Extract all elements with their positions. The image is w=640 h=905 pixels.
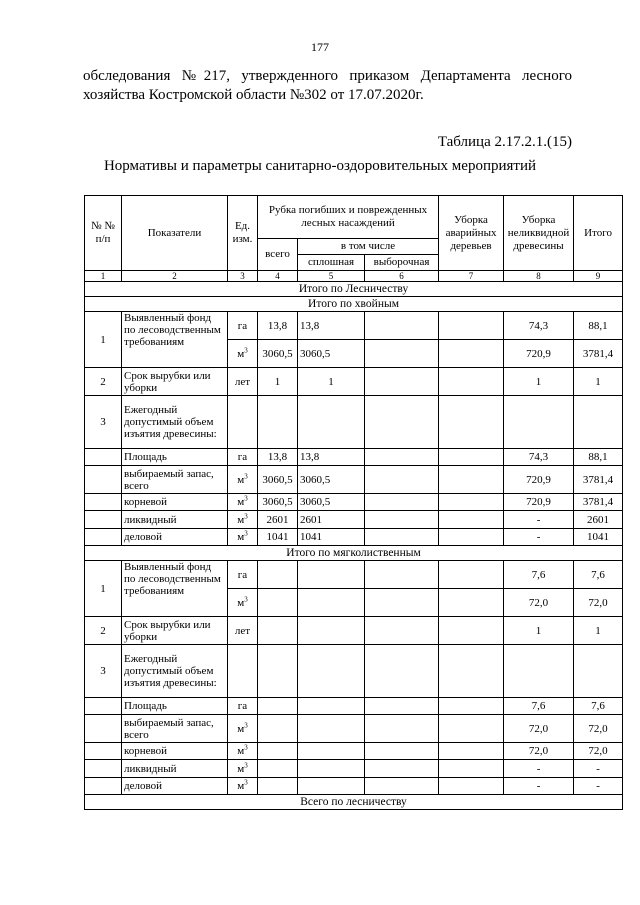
sanitary-measures-table: [84, 195, 623, 810]
value-cell: 3060,5: [258, 494, 298, 511]
value-cell: [365, 466, 439, 494]
value-cell: -: [504, 529, 574, 546]
value-cell: [439, 617, 504, 645]
col-number: 6: [365, 271, 439, 282]
value-cell: 2601: [574, 511, 623, 529]
value-cell: [439, 561, 504, 589]
value-cell: 2601: [258, 511, 298, 529]
unit-cell: га: [228, 312, 258, 340]
value-cell: -: [574, 760, 623, 778]
value-cell: 1: [574, 368, 623, 396]
unit-cell: $м^3$: [228, 466, 258, 494]
value-cell: [365, 715, 439, 743]
unit-cell: $м^3$: [228, 760, 258, 778]
label-harvested-stock: выбираемый запас, всего: [122, 466, 228, 494]
table-number: Таблица 2.17.2.1.(15): [437, 134, 572, 150]
col-number: 1: [85, 271, 122, 282]
value-cell: 13,8: [258, 312, 298, 340]
value-cell: -: [574, 778, 623, 795]
value-cell: [365, 760, 439, 778]
table-row: [85, 466, 623, 494]
header-clear: сплошная: [298, 255, 365, 271]
table-row: [85, 449, 623, 466]
header-selective: выборочная: [365, 255, 439, 271]
value-cell: 720,9: [504, 340, 574, 368]
value-cell: [365, 561, 439, 589]
unit-cell: га: [228, 561, 258, 589]
table-row: [85, 778, 623, 795]
label-harvested-stock: выбираемый запас, всего: [122, 715, 228, 743]
col-number: 2: [122, 271, 228, 282]
value-cell: 3060,5: [258, 466, 298, 494]
value-cell: [258, 760, 298, 778]
header-including: в том числе: [298, 239, 439, 255]
page-number: 177: [311, 40, 329, 54]
value-cell: 1041: [298, 529, 365, 546]
value-cell: 13,8: [258, 449, 298, 466]
value-cell: 1: [298, 368, 365, 396]
header-indicators: Показатели: [122, 196, 228, 271]
value-cell: [365, 529, 439, 546]
value-cell: 7,6: [574, 561, 623, 589]
value-cell: [298, 778, 365, 795]
value-cell: [258, 617, 298, 645]
value-cell: [439, 494, 504, 511]
table-row: [85, 312, 623, 340]
table-row: [85, 698, 623, 715]
label-identified-fund: Выявленный фонд по лесоводственным требованиям: [122, 312, 228, 368]
value-cell: 72,0: [574, 743, 623, 760]
value-cell: [258, 698, 298, 715]
value-cell: [439, 511, 504, 529]
value-cell: 7,6: [504, 561, 574, 589]
value-cell: [439, 340, 504, 368]
section-softwood: Итого по мягколиственным: [85, 546, 623, 561]
table-title: Нормативы и параметры санитарно-оздоровительных мероприятий: [103, 158, 537, 174]
value-cell: [365, 312, 439, 340]
section-forestry-total: Итого по Лесничеству: [85, 282, 623, 297]
table-row: [85, 511, 623, 529]
unit-cell: $м^3$: [228, 340, 258, 368]
unit-cell: $м^3$: [228, 494, 258, 511]
value-cell: 7,6: [504, 698, 574, 715]
value-cell: -: [504, 760, 574, 778]
label-annual-volume: Ежегодный допустимый объем изъятия древесины:: [122, 396, 228, 449]
value-cell: 74,3: [504, 312, 574, 340]
value-cell: 13,8: [298, 449, 365, 466]
value-cell: 1041: [258, 529, 298, 546]
unit-cell: $м^3$: [228, 529, 258, 546]
table-row: [85, 617, 623, 645]
label-commercial: деловой: [122, 529, 228, 546]
value-cell: [365, 589, 439, 617]
value-cell: [298, 617, 365, 645]
value-cell: [365, 617, 439, 645]
table-row: [85, 529, 623, 546]
value-cell: 72,0: [574, 715, 623, 743]
value-cell: 7,6: [574, 698, 623, 715]
unit-cell: $м^3$: [228, 778, 258, 795]
value-cell: 720,9: [504, 494, 574, 511]
label-root: корневой: [122, 743, 228, 760]
value-cell: [298, 760, 365, 778]
header-unit: Ед. изм.: [228, 196, 258, 271]
value-cell: [298, 589, 365, 617]
value-cell: [365, 511, 439, 529]
value-cell: [439, 466, 504, 494]
value-cell: [439, 529, 504, 546]
label-annual-volume: Ежегодный допустимый объем изъятия древесины:: [122, 645, 228, 698]
unit-cell: $м^3$: [228, 511, 258, 529]
unit-cell: $м^3$: [228, 715, 258, 743]
value-cell: 1: [504, 617, 574, 645]
value-cell: [439, 743, 504, 760]
label-area: Площадь: [122, 698, 228, 715]
table-row: [85, 368, 623, 396]
value-cell: [439, 715, 504, 743]
column-numbers-row: [85, 271, 623, 282]
label-felling-period: Срок вырубки или уборки: [122, 368, 228, 396]
value-cell: [298, 698, 365, 715]
value-cell: -: [504, 511, 574, 529]
row-number: 3: [85, 396, 122, 449]
header-row: [85, 196, 623, 239]
value-cell: [258, 561, 298, 589]
value-cell: 72,0: [504, 589, 574, 617]
header-num: № № п/п: [85, 196, 122, 271]
section-coniferous: Итого по хвойным: [85, 297, 623, 312]
row-number: 2: [85, 368, 122, 396]
value-cell: [365, 698, 439, 715]
value-cell: 720,9: [504, 466, 574, 494]
header-illiquid: Уборка неликвидной древесины: [504, 196, 574, 271]
value-cell: [439, 778, 504, 795]
intro-paragraph: обследования №217, утвержденного приказом Департамента лесного хозяйства Костромской области №302 от 17.07.2020г.: [83, 68, 572, 103]
value-cell: 3781,4: [574, 494, 623, 511]
value-cell: [298, 561, 365, 589]
value-cell: 2601: [298, 511, 365, 529]
value-cell: [365, 368, 439, 396]
value-cell: 3060,5: [298, 340, 365, 368]
value-cell: 1: [258, 368, 298, 396]
value-cell: [258, 589, 298, 617]
value-cell: 3781,4: [574, 340, 623, 368]
value-cell: [439, 449, 504, 466]
label-area: Площадь: [122, 449, 228, 466]
value-cell: [439, 760, 504, 778]
col-number: 3: [228, 271, 258, 282]
col-number: 4: [258, 271, 298, 282]
col-number: 9: [574, 271, 623, 282]
col-number: 7: [439, 271, 504, 282]
label-identified-fund: Выявленный фонд по лесоводственным требованиям: [122, 561, 228, 617]
label-commercial: деловой: [122, 778, 228, 795]
value-cell: 3060,5: [298, 494, 365, 511]
label-felling-period: Срок вырубки или уборки: [122, 617, 228, 645]
unit-cell: га: [228, 449, 258, 466]
value-cell: [298, 743, 365, 760]
row-number: 2: [85, 617, 122, 645]
col-number: 8: [504, 271, 574, 282]
value-cell: [439, 368, 504, 396]
table-row: [85, 760, 623, 778]
table-row: [85, 715, 623, 743]
unit-cell: га: [228, 698, 258, 715]
value-cell: [365, 743, 439, 760]
table-row: [85, 743, 623, 760]
label-liquid: ликвидный: [122, 511, 228, 529]
value-cell: 88,1: [574, 449, 623, 466]
header-felling: Рубка погибших и поврежденных лесных насаждений: [258, 196, 439, 239]
unit-cell: лет: [228, 617, 258, 645]
value-cell: [365, 449, 439, 466]
value-cell: -: [504, 778, 574, 795]
value-cell: 72,0: [574, 589, 623, 617]
table-row: [85, 494, 623, 511]
value-cell: 3060,5: [258, 340, 298, 368]
value-cell: 72,0: [504, 715, 574, 743]
section-all-forestry: Всего по лесничеству: [85, 795, 623, 810]
row-number: 1: [85, 561, 122, 617]
unit-cell: $м^3$: [228, 589, 258, 617]
row-number: 3: [85, 645, 122, 698]
col-number: 5: [298, 271, 365, 282]
value-cell: 1: [574, 617, 623, 645]
value-cell: [258, 715, 298, 743]
header-emergency: Уборка аварийных деревьев: [439, 196, 504, 271]
header-total: всего: [258, 239, 298, 271]
value-cell: [298, 715, 365, 743]
value-cell: 13,8: [298, 312, 365, 340]
unit-cell: лет: [228, 368, 258, 396]
value-cell: [439, 589, 504, 617]
value-cell: 1: [504, 368, 574, 396]
header-sum: Итого: [574, 196, 623, 271]
table-row: [85, 561, 623, 589]
value-cell: 88,1: [574, 312, 623, 340]
value-cell: 1041: [574, 529, 623, 546]
value-cell: [439, 698, 504, 715]
value-cell: [365, 340, 439, 368]
label-root: корневой: [122, 494, 228, 511]
value-cell: [258, 743, 298, 760]
table-row: [85, 645, 623, 698]
row-number: 1: [85, 312, 122, 368]
value-cell: 3060,5: [298, 466, 365, 494]
value-cell: 74,3: [504, 449, 574, 466]
value-cell: 3781,4: [574, 466, 623, 494]
value-cell: [365, 778, 439, 795]
value-cell: [439, 312, 504, 340]
value-cell: 72,0: [504, 743, 574, 760]
value-cell: [365, 494, 439, 511]
label-liquid: ликвидный: [122, 760, 228, 778]
unit-cell: $м^3$: [228, 743, 258, 760]
table-row: [85, 396, 623, 449]
value-cell: [258, 778, 298, 795]
